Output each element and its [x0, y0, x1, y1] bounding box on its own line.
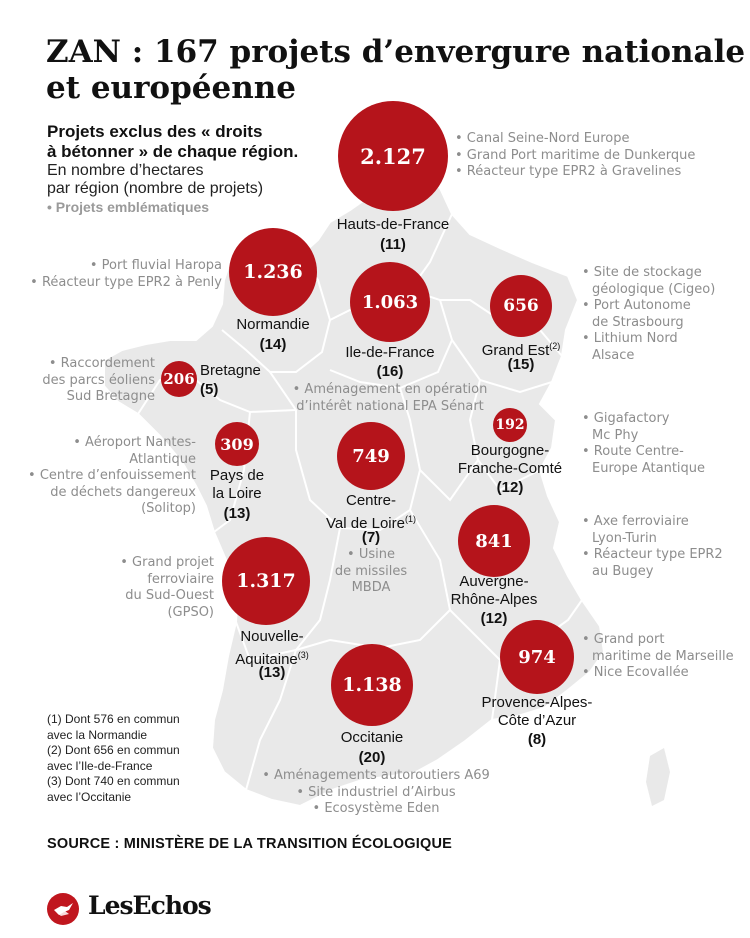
region-name-line-2: Val de Loire — [326, 515, 405, 532]
bubble-ile-de-france: 1.063 — [350, 262, 430, 342]
footnote-line: avec l’Occitanie — [47, 789, 132, 804]
project-item: ferroviaire — [147, 571, 214, 587]
bubble-bretagne: 206 — [161, 361, 197, 397]
project-item: • Gigafactory — [582, 411, 670, 426]
project-item: • Site industriel d’Airbus — [296, 784, 456, 800]
project-item: • Usine — [347, 547, 395, 562]
region-count-pays-de-la-loire: (13) — [223, 505, 251, 522]
region-name-line-2: Aquitaine — [235, 651, 298, 668]
project-item: de déchets dangereux — [50, 484, 196, 500]
project-item: • Lithium Nord — [582, 331, 678, 346]
region-name-line-2: Côte d’Azur — [497, 712, 577, 729]
region-name-grand-est-text: Grand Est — [481, 342, 550, 359]
project-item: • Réacteur type EPR2 à Gravelines — [455, 164, 682, 179]
title-line-2: et européenne — [46, 70, 297, 106]
project-item: géologique (Cigeo) — [592, 281, 716, 297]
region-name-line-2: la Loire — [212, 485, 262, 502]
project-item: • Réacteur type EPR2 à Penly — [30, 274, 222, 290]
projects-nouvelle-aquitaine — [60, 555, 214, 621]
footnote-line: (1) Dont 576 en commun — [47, 712, 180, 726]
region-count-paca: (8) — [527, 731, 547, 748]
bubble-hauts-de-france: 2.127 — [338, 101, 448, 211]
bubble-bourgogne-franche-comte: 192 — [493, 408, 527, 442]
region-count-occitanie: (20) — [358, 749, 386, 766]
region-count-ile-de-france: (16) — [376, 363, 404, 380]
project-item: du Sud-Ouest — [125, 588, 214, 603]
footnote-line: avec l’Ile-de-France — [47, 758, 153, 773]
projects-grand-est — [582, 265, 715, 364]
project-item: Europe Atantique — [592, 460, 706, 476]
project-item: au Bugey — [592, 563, 654, 579]
region-name-line-1: Bourgogne- — [470, 442, 550, 459]
region-name-nouvelle-aquitaine — [212, 628, 332, 669]
footnotes — [47, 712, 180, 805]
region-count-centre-val-de-loire: (7) — [361, 529, 381, 546]
bubble-paca: 974 — [500, 620, 574, 694]
projects-auvergne-rhone-alpes — [582, 514, 723, 580]
les-echos-logo-text: LesEchos — [88, 891, 211, 920]
project-item: (Solitop) — [141, 501, 196, 516]
region-name-pays-de-la-loire — [187, 467, 287, 503]
project-item: • Grand projet — [120, 555, 214, 570]
project-item: Sud Bretagne — [66, 389, 155, 404]
bubble-centre-val-de-loire: 749 — [337, 422, 405, 490]
bubble-nouvelle-aquitaine: 1.317 — [222, 537, 310, 625]
region-name-normandie: Normandie — [236, 316, 310, 333]
region-name-line-1: Pays de — [209, 467, 265, 484]
footnote-mark: (3) — [297, 650, 309, 660]
region-count-auvergne-rhone-alpes: (12) — [480, 610, 508, 627]
projects-bretagne — [10, 356, 155, 406]
subtitle-block — [47, 122, 298, 216]
bubble-occitanie: 1.138 — [331, 644, 413, 726]
corsica-shape — [646, 748, 670, 806]
unit-line-2: par région (nombre de projets) — [47, 180, 264, 197]
subtitle-line-2: à bétonner » de chaque région. — [47, 142, 299, 161]
region-count-normandie: (14) — [259, 336, 287, 353]
region-name-line-2: Franche-Comté — [457, 460, 563, 477]
project-item: • Aéroport Nantes- — [73, 435, 196, 450]
footnote-line: avec la Normandie — [47, 727, 148, 742]
project-item: • Ecosystème Eden — [312, 801, 440, 816]
legend-emblematic: • Projets emblématiques — [47, 199, 210, 215]
project-item: • Nice Ecovallée — [582, 665, 689, 680]
projects-hauts-de-france — [455, 131, 695, 181]
project-item: (GPSO) — [167, 604, 214, 620]
footnote-line: (3) Dont 740 en commun — [47, 774, 180, 788]
bubble-pays-de-la-loire: 309 — [215, 422, 259, 466]
region-count-nouvelle-aquitaine: (13) — [258, 664, 286, 681]
bird-icon — [47, 893, 79, 925]
bubble-auvergne-rhone-alpes: 841 — [458, 505, 530, 577]
project-item: de Strasbourg — [592, 314, 684, 330]
project-item: • Port Autonome — [582, 298, 691, 313]
project-item: des parcs éoliens — [42, 372, 155, 388]
project-item: • Centre d’enfouissement — [28, 468, 196, 483]
region-name-line-2: Rhône-Alpes — [450, 591, 538, 608]
region-name-paca — [467, 694, 607, 730]
title-line-1: ZAN : 167 projets d’envergure nationale — [46, 34, 746, 70]
project-item: Atlantique — [129, 451, 196, 467]
project-item: • Grand port — [582, 632, 665, 647]
footnote-mark: (1) — [404, 514, 416, 524]
bubble-normandie: 1.236 — [229, 228, 317, 316]
region-count-grand-est: (15) — [507, 356, 535, 373]
projects-normandie — [20, 258, 222, 291]
footnote-mark: (2) — [549, 341, 561, 351]
region-name-bretagne: Bretagne — [200, 362, 261, 379]
project-item: • Port fluvial Haropa — [89, 258, 222, 273]
region-name-bourgogne-franche-comte — [440, 442, 580, 478]
project-item: • Raccordement — [48, 356, 155, 371]
project-item: maritime de Marseille — [592, 648, 734, 664]
project-item: • Canal Seine-Nord Europe — [455, 131, 630, 146]
projects-bourgogne-franche-comte — [582, 411, 705, 477]
region-count-hauts-de-france: (11) — [380, 236, 406, 253]
project-item: Lyon-Turin — [592, 530, 657, 546]
projects-occitanie — [256, 768, 496, 818]
region-name-line-1: Centre- — [345, 492, 397, 509]
region-name-ile-de-france: Ile-de-France — [345, 344, 435, 361]
region-name-hauts-de-france: Hauts-de-France — [336, 216, 450, 233]
footnote-line: (2) Dont 656 en commun — [47, 743, 180, 757]
unit-line-1: En nombre d’hectares — [47, 162, 204, 179]
subtitle-line-1: Projets exclus des « droits — [47, 122, 263, 141]
region-name-line-1: Auvergne- — [459, 573, 529, 590]
projects-ile-de-france — [284, 382, 496, 415]
region-count-bretagne: (5) — [200, 381, 219, 398]
region-name-occitanie: Occitanie — [340, 729, 404, 746]
project-item: • Aménagement en opération — [292, 382, 488, 397]
project-item: • Route Centre- — [582, 444, 684, 459]
region-name-line-1: Nouvelle- — [240, 628, 304, 645]
project-item: MBDA — [351, 580, 391, 595]
project-item: • Axe ferroviaire — [582, 514, 689, 529]
project-item: • Site de stockage — [582, 265, 702, 280]
region-name-auvergne-rhone-alpes — [434, 573, 554, 609]
region-count-bourgogne-franche-comte: (12) — [496, 479, 524, 496]
project-item: • Réacteur type EPR2 — [582, 547, 723, 562]
bubble-grand-est: 656 — [490, 275, 552, 337]
project-item: • Aménagements autoroutiers A69 — [262, 768, 490, 783]
project-item: d’intérêt national EPA Sénart — [296, 398, 484, 414]
project-item: Mc Phy — [592, 427, 639, 443]
region-name-line-1: Provence-Alpes- — [481, 694, 593, 711]
source-credit: SOURCE : MINISTÈRE DE LA TRANSITION ÉCOLOGIQUE — [47, 836, 453, 852]
project-item: de missiles — [334, 563, 408, 579]
projects-centre-val-de-loire — [316, 547, 426, 597]
project-item: • Grand Port maritime de Dunkerque — [455, 147, 696, 163]
projects-pays-de-la-loire — [10, 435, 196, 518]
les-echos-logo-icon — [47, 893, 79, 925]
region-name-centre-val-de-loire — [311, 492, 431, 533]
project-item: Alsace — [592, 347, 635, 363]
page-title — [46, 34, 746, 106]
projects-paca — [582, 632, 734, 682]
